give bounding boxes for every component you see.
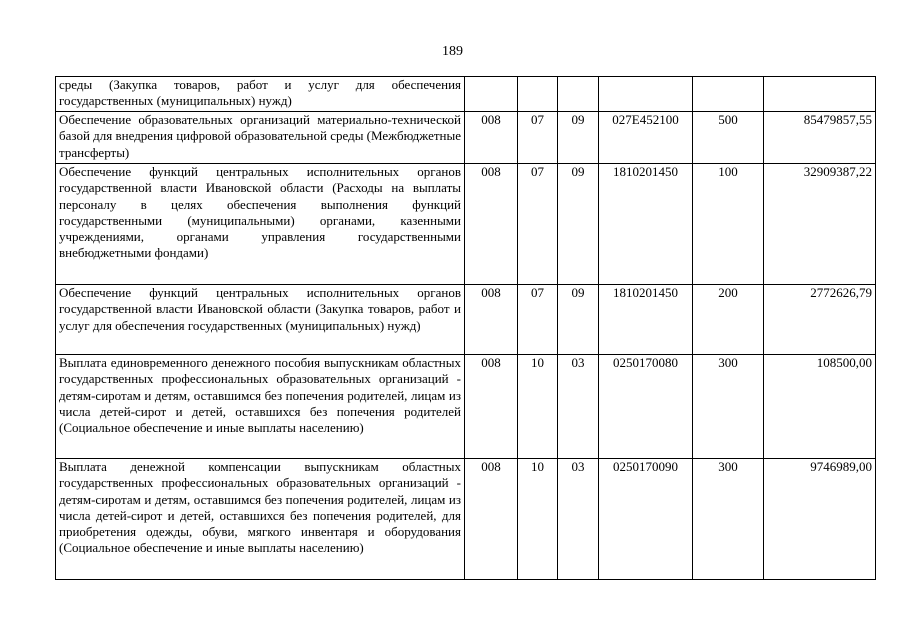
subsection-code: 03 — [558, 459, 599, 580]
row-description: Обеспечение образовательных организаций материально-технической базой для внедрения цифровой образовательной среды (Межбюджетные трансферты) — [56, 112, 465, 164]
ministry-code: 008 — [465, 355, 518, 459]
section-code: 10 — [518, 355, 558, 459]
expense-type-code — [693, 77, 764, 112]
amount-value: 108500,00 — [764, 355, 876, 459]
expense-type-code: 300 — [693, 459, 764, 580]
target-article-code: 0250170080 — [599, 355, 693, 459]
section-code: 07 — [518, 285, 558, 355]
amount-value — [764, 77, 876, 112]
table-row — [56, 164, 876, 285]
table-row — [56, 77, 876, 112]
subsection-code: 09 — [558, 164, 599, 285]
subsection-code — [558, 77, 599, 112]
ministry-code: 008 — [465, 459, 518, 580]
subsection-code: 09 — [558, 285, 599, 355]
row-description: Обеспечение функций центральных исполнительных органов государственной власти Ивановской области (Расходы на выплаты персоналу в целях обеспечения выполнения функций государственными (муниципальными) органами, казенными учреждениями, органами управления государственными внебюджетными фондами) — [56, 164, 465, 285]
expense-type-code: 300 — [693, 355, 764, 459]
expense-type-code: 200 — [693, 285, 764, 355]
target-article-code: 027Е452100 — [599, 112, 693, 164]
target-article-code: 1810201450 — [599, 285, 693, 355]
target-article-code: 1810201450 — [599, 164, 693, 285]
table-row — [56, 112, 876, 164]
subsection-code: 03 — [558, 355, 599, 459]
ministry-code — [465, 77, 518, 112]
row-description: Выплата единовременного денежного пособия выпускникам областных государственных профессиональных образовательных организаций - детям-сиротам и детям, оставшимся без попечения родителей, лицам из числа детей-сирот и детей, оставшихся без попечения родителей (Социальное обеспечение и иные выплаты населению) — [56, 355, 465, 459]
amount-value: 85479857,55 — [764, 112, 876, 164]
page-number: 189 — [442, 44, 463, 59]
section-code: 10 — [518, 459, 558, 580]
amount-value: 2772626,79 — [764, 285, 876, 355]
row-description: среды (Закупка товаров, работ и услуг для обеспечения государственных (муниципальных) нужд) — [56, 77, 465, 112]
section-code — [518, 77, 558, 112]
expense-type-code: 500 — [693, 112, 764, 164]
target-article-code: 0250170090 — [599, 459, 693, 580]
subsection-code: 09 — [558, 112, 599, 164]
budget-table — [55, 76, 876, 580]
row-description: Обеспечение функций центральных исполнительных органов государственной власти Ивановской области (Закупка товаров, работ и услуг для обеспечения государственных (муниципальных) нужд) — [56, 285, 465, 355]
section-code: 07 — [518, 164, 558, 285]
ministry-code: 008 — [465, 285, 518, 355]
expense-type-code: 100 — [693, 164, 764, 285]
amount-value: 32909387,22 — [764, 164, 876, 285]
ministry-code: 008 — [465, 112, 518, 164]
section-code: 07 — [518, 112, 558, 164]
table-row — [56, 355, 876, 459]
ministry-code: 008 — [465, 164, 518, 285]
table-row — [56, 285, 876, 355]
target-article-code — [599, 77, 693, 112]
amount-value: 9746989,00 — [764, 459, 876, 580]
table-row — [56, 459, 876, 580]
row-description: Выплата денежной компенсации выпускникам областных государственных профессиональных образовательных организаций - детям-сиротам и детям, оставшимся без попечения родителей, лицам из числа детей-сирот и детей, оставшихся без попечения родителей, для приобретения одежды, обуви, мягкого инвентаря и оборудования (Социальное обеспечение и иные выплаты населению) — [56, 459, 465, 580]
